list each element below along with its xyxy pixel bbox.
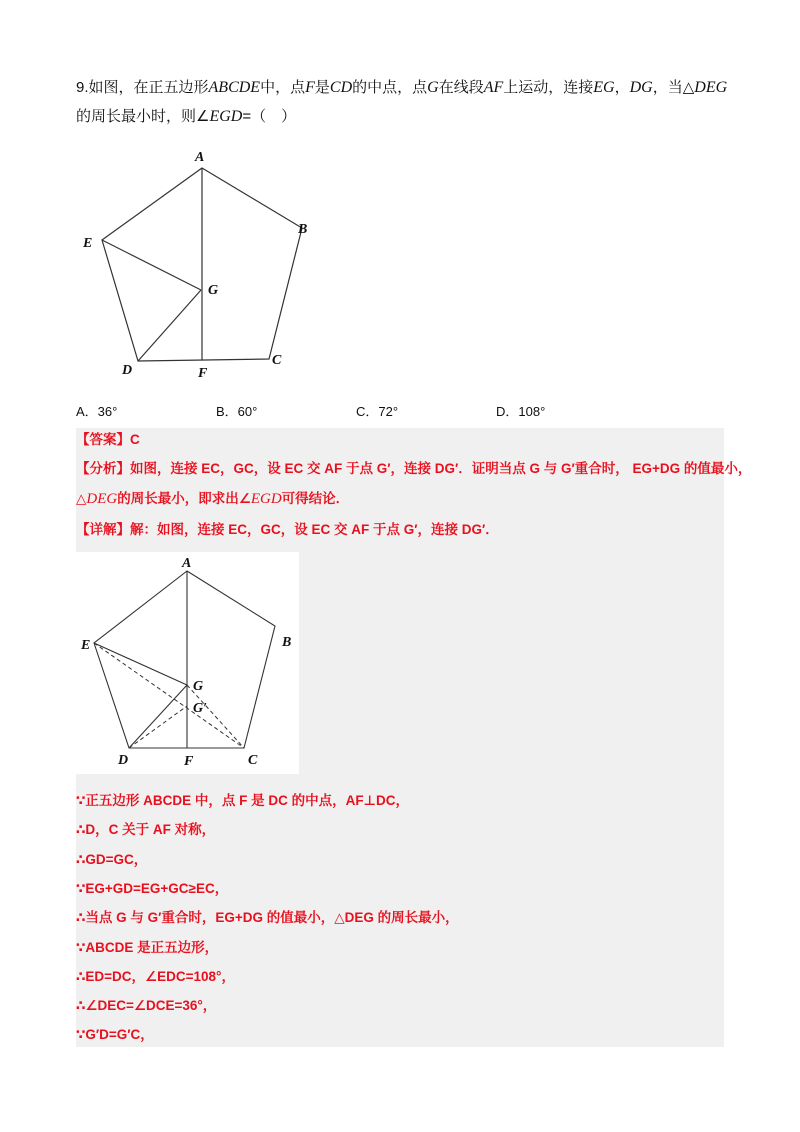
pentagon-figure-1 xyxy=(70,140,330,385)
segment2-dgp xyxy=(129,706,187,748)
analysis-line-2: △DEG的周长最小，即求出∠EGD可得结论． xyxy=(76,491,350,507)
segment2-dg xyxy=(129,685,187,748)
segment2-eg xyxy=(94,643,187,685)
option-a[interactable]: A．36° xyxy=(76,404,118,419)
label2-g: G xyxy=(193,679,204,694)
question-number: 9. xyxy=(76,79,89,96)
question-line-1: 9.如图，在正五边形ABCDE中，点F是CD的中点，点G在线段AF上运动，连接EG，DG，当△DEG xyxy=(76,79,728,96)
label2-a: A xyxy=(182,556,192,571)
segment2-ec xyxy=(94,643,244,748)
label2-gprime: G′ xyxy=(193,701,208,716)
option-c[interactable]: C．72° xyxy=(356,404,399,419)
step-9: ∵G′D=G′C， xyxy=(76,1027,154,1042)
label2-c: C xyxy=(248,753,258,768)
segment-dg xyxy=(138,290,201,361)
pentagon2-outline xyxy=(94,571,275,748)
step-5: ∴当点 G 与 G′重合时，EG+DG 的值最小，△DEG 的周长最小， xyxy=(76,910,459,925)
answer-line: 【答案】C xyxy=(76,432,140,447)
step-7: ∴ED=DC，∠EDC=108°， xyxy=(76,969,235,984)
detail-line: 【详解】解：如图，连接 EC，GC，设 EC 交 AF 于点 G′，连接 DG′． xyxy=(76,522,499,537)
step-1: ∵正五边形 ABCDE 中，点 F 是 DC 的中点，AF⊥DC， xyxy=(76,793,409,808)
solution-panel xyxy=(76,428,752,1047)
step-6: ∵ABCDE 是正五边形， xyxy=(76,940,219,955)
segment-eg xyxy=(102,240,201,290)
pentagon-figure-2-box xyxy=(76,552,299,774)
option-b[interactable]: B．60° xyxy=(216,404,258,419)
label2-b: B xyxy=(282,635,292,650)
label-e: E xyxy=(83,236,93,251)
step-3: ∴GD=GC， xyxy=(76,852,148,867)
step-8: ∴∠DEC=∠DCE=36°， xyxy=(76,998,217,1013)
label-g: G xyxy=(208,283,219,298)
pentagon-figure-2 xyxy=(76,552,299,774)
label2-f: F xyxy=(184,754,194,769)
step-4: ∵EG+GD=EG+GC≥EC， xyxy=(76,881,229,896)
label-c: C xyxy=(272,353,282,368)
option-d[interactable]: D．108° xyxy=(496,404,546,419)
label-b: B xyxy=(298,222,308,237)
label2-d: D xyxy=(118,753,129,768)
label-f: F xyxy=(198,366,208,381)
analysis-line-1: 【分析】如图，连接 EC，GC，设 EC 交 AF 于点 G′，连接 DG′．证明当点 G 与 G′重合时， EG+DG 的值最小， xyxy=(76,461,752,476)
step-2: ∴D，C 关于 AF 对称， xyxy=(76,822,216,837)
label2-e: E xyxy=(81,638,91,653)
segment2-gc xyxy=(187,685,244,748)
label-a: A xyxy=(195,150,205,165)
label-d: D xyxy=(122,363,133,378)
question-line-2: 的周长最小时，则∠EGD=（ ） xyxy=(76,108,297,125)
